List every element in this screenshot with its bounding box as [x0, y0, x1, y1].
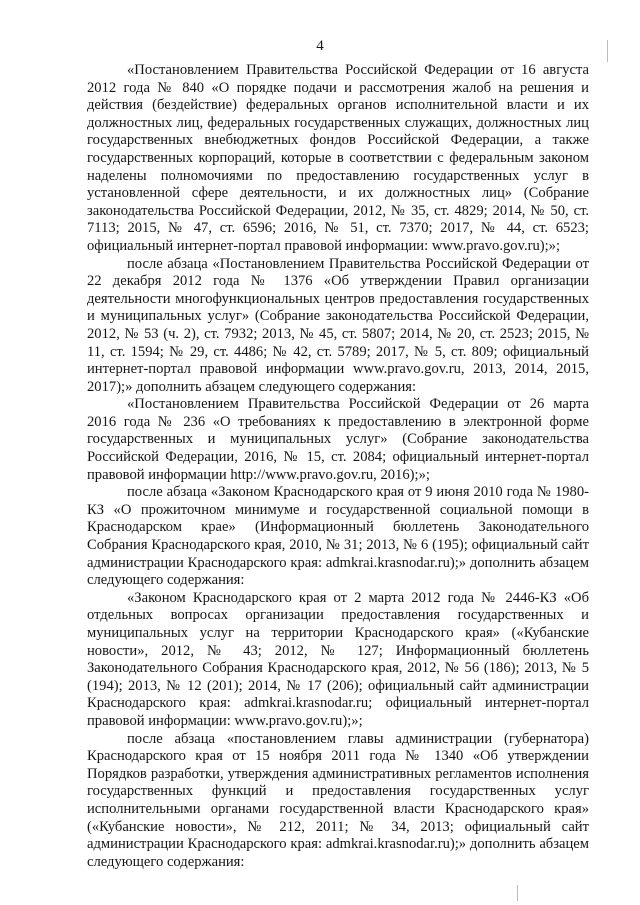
document-body — [87, 62, 589, 871]
paragraph-5: «Законом Краснодарского края от 2 марта 2012 года № 2446-КЗ «Об отдельных вопросах организации предоставления государственных и муниципальных услуг на территории Краснодарского края» («Кубанские новости», 2012, № 43; 2012, № 127; Информационный бюллетень Законодательного Собрания Краснодарского края, 2012, № 56 (186); 2013, № 5 (194); 2013, № 12 (201); 2014, № 17 (206); официальный сайт администрации Краснодарского края: admkrai.krasnodar.ru; официальный интернет-портал правовой информации: www.pravo.gov.ru);»; — [87, 589, 589, 729]
paragraph-6: после абзаца «постановлением главы администрации (губернатора) Краснодарского края от 15 ноября 2011 года № 1340 «Об утверждении Порядков разработки, утверждения административных регламентов исполнения государственных функций и предоставления государственных услуг исполнительными органами государственной власти Краснодарского края» («Кубанские новости», № 212, 2011; № 34, 2013; официальный сайт администрации Краснодарского края: admkrai.krasnodar.ru);» дополнить абзацем следующего содержания: — [87, 730, 589, 870]
paragraph-3: «Постановлением Правительства Российской Федерации от 26 марта 2016 года № 236 «О требованиях к предоставлению в электронной форме государственных и муниципальных услуг» (Собрание законодательства Российской Федерации, 2016, № 15, ст. 2084; официальный интернет-портал правовой информации http://www.pravo.gov.ru, 2016);»; — [87, 396, 589, 483]
paragraph-4: после абзаца «Законом Краснодарского края от 9 июня 2010 года № 1980-КЗ «О прожиточном минимуме и государственной социальной помощи в Краснодарском крае» (Информационный бюллетень Законодательного Собрания Краснодарского края, 2010, № 31; 2013, № 6 (195); официальный сайт администрации Краснодарского края: admkrai.krasnodar.ru);» дополнить абзацем следующего содержания: — [87, 484, 589, 589]
paragraph-2: после абзаца «Постановлением Правительства Российской Федерации от 22 декабря 2012 года № 1376 «Об утверждении Правил организации деятельности многофункциональных центров предоставления государственных и муниципальных услуг» (Собрание законодательства Российской Федерации, 2012, № 53 (ч. 2), ст. 7932; 2013, № 45, ст. 5807; 2014, № 20, ст. 2523; 2015, № 11, ст. 1594; № 29, ст. 4486; № 42, ст. 5789; 2017, № 5, ст. 809; официальный интернет-портал правовой информации www.pravo.gov.ru, 2013, 2014, 2015, 2017);» дополнить абзацем следующего содержания: — [87, 255, 589, 395]
paragraph-1: «Постановлением Правительства Российской Федерации от 16 августа 2012 года № 840 «О порядке подачи и рассмотрения жалоб на решения и действия (бездействие) федеральных органов исполнительной власти и их должностных лиц, федеральных государственных служащих, должностных лиц государственных внебюджетных фондов Российской Федерации, а также государственных корпораций, которые в соответствии с федеральным законом наделены полномочиями по предоставлению государственных услуг в установленной сфере деятельности, и их должностных лиц» (Собрание законодательства Российской Федерации, 2012, № 35, ст. 4829; 2014, № 50, ст. 7113; 2015, № 47, ст. 6596; 2016, № 51, ст. 7370; 2017, № 44, ст. 6523; официальный интернет-портал правовой информации: www.pravo.gov.ru);»; — [87, 62, 589, 254]
scan-mark-top — [607, 40, 608, 62]
scan-mark-bottom — [517, 885, 518, 901]
page-number: 4 — [316, 38, 324, 54]
